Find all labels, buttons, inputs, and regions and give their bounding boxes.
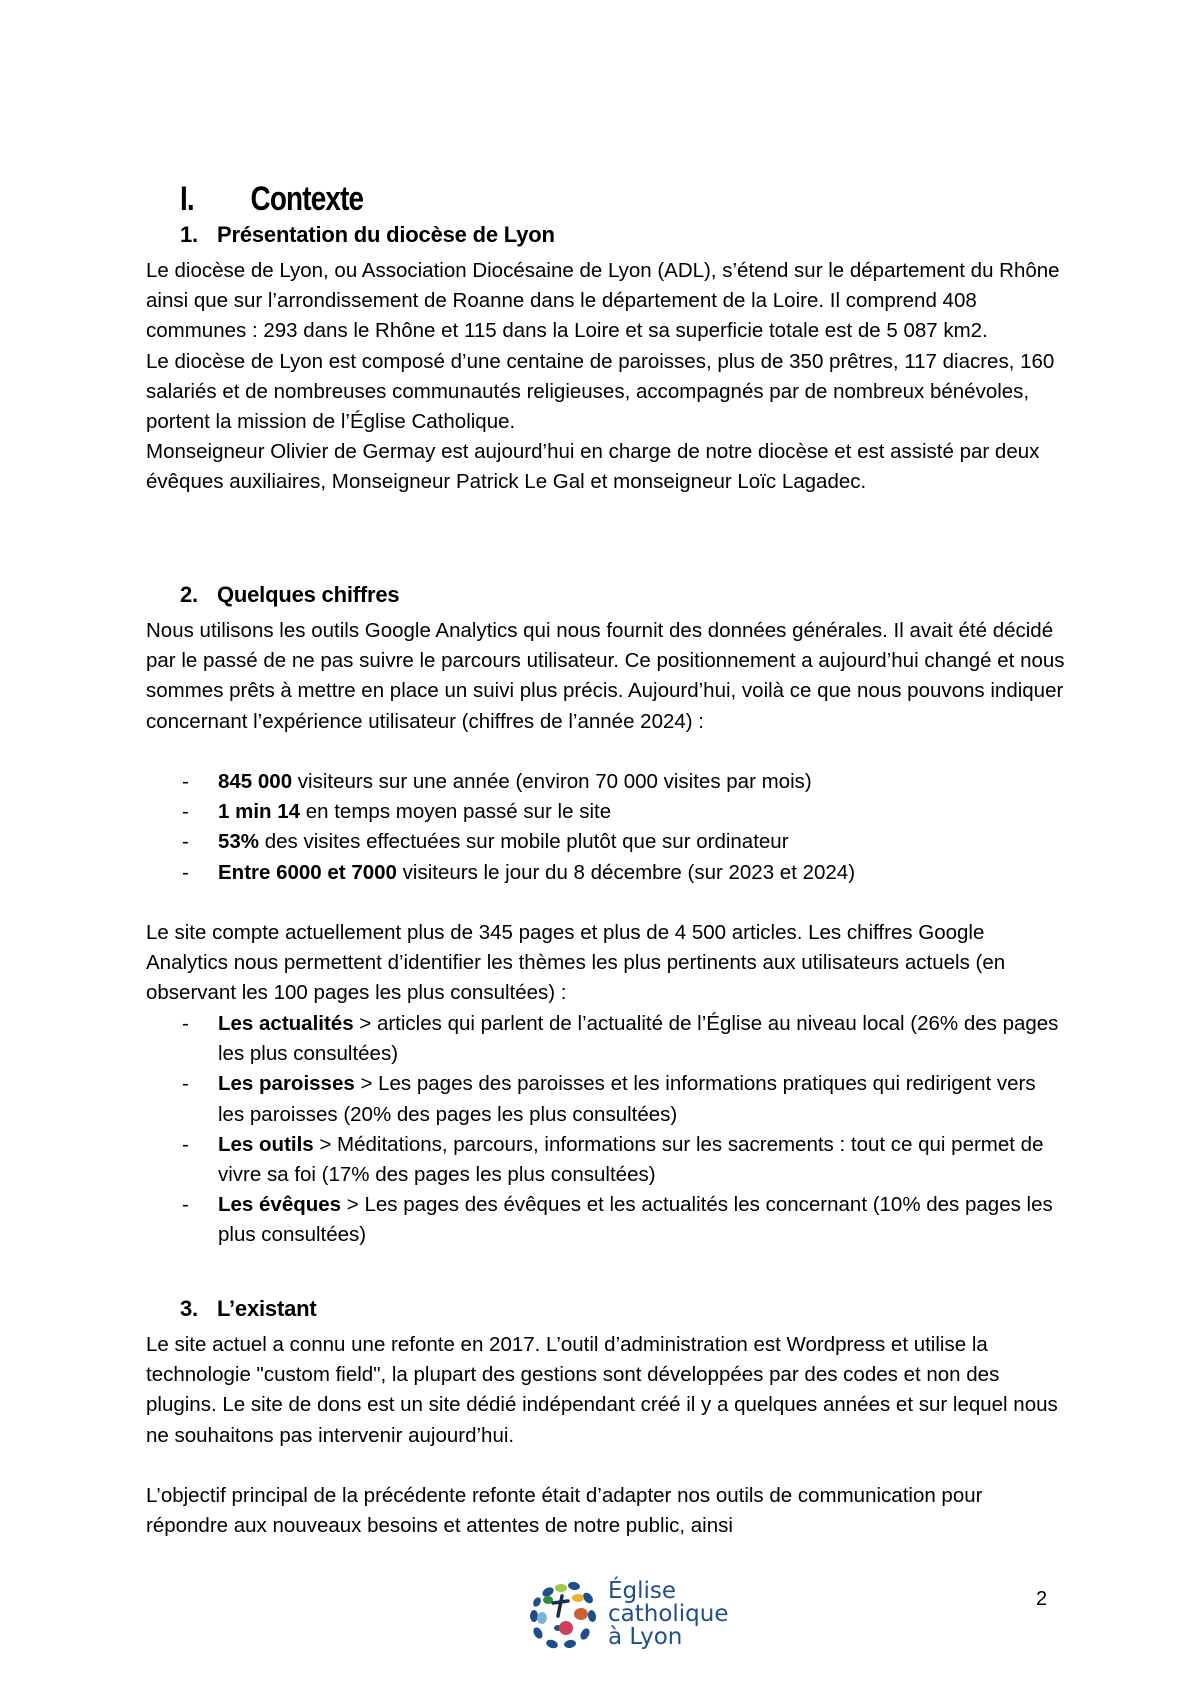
stat-text: visiteurs sur une année (environ 70 000 visites par mois): [292, 770, 812, 793]
subsection-3-body: [146, 1330, 1066, 1451]
theme-text: > articles qui parlent de l’actualité de l’Église au niveau local (26% des pages les plus consultées): [218, 1012, 1059, 1066]
stat-text: en temps moyen passé sur le site: [300, 800, 612, 824]
list-item: [146, 1190, 1066, 1250]
list-item: [146, 858, 1066, 888]
subsection-heading-3: [180, 1296, 316, 1322]
paragraph: Le diocèse de Lyon est composé d’une centaine de paroisses, plus de 350 prêtres, 117 diacres, 160 salariés et de nombreuses communautés religieuses, accompagnés par de nombreux bénévoles, portent la mission de l’Église Catholique.: [146, 349, 1055, 434]
list-item: [146, 797, 1066, 827]
stat-text: visiteurs le jour du 8 décembre (sur 2023 et 2024): [396, 860, 856, 884]
stat-text: des visites effectuées sur mobile plutôt que sur ordinateur: [259, 830, 789, 854]
theme-text: > Les pages des paroisses et les informations pratiques qui redirigent vers les paroisses (20% des pages les plus consultées): [218, 1072, 1036, 1126]
list-marker: -: [182, 830, 189, 854]
logo-line: Église: [608, 1577, 677, 1604]
stat-value: 845 000: [218, 770, 293, 793]
section-title: Contexte: [250, 180, 364, 218]
subsection-title: L’existant: [217, 1296, 317, 1321]
paragraph: L’objectif principal de la précédente refonte était d’adapter nos outils de communication pour répondre aux nouveaux besoins et attentes de notre public, ainsi: [146, 1484, 983, 1538]
subsection-title: Quelques chiffres: [217, 582, 400, 607]
theme-name: Les outils: [218, 1132, 314, 1156]
stat-value: 53%: [218, 830, 260, 854]
theme-name: Les actualités: [218, 1012, 354, 1035]
stat-value: Entre 6000 et 7000: [218, 860, 397, 884]
subsection-number: 3.: [180, 1296, 198, 1321]
subsection-number: 1.: [180, 222, 198, 247]
subsection-title: Présentation du diocèse de Lyon: [217, 222, 555, 247]
theme-name: Les évêques: [218, 1193, 342, 1217]
logo-line: catholique: [608, 1600, 729, 1627]
list-marker: -: [182, 770, 189, 793]
diocese-logo: [528, 1578, 729, 1650]
list-item: [146, 827, 1066, 857]
subsection-heading-1: [180, 222, 555, 248]
rosette-cross-icon: [528, 1578, 600, 1650]
list-item: [146, 767, 1066, 797]
subsection-2-intro-2: [146, 918, 1066, 1009]
subsection-number: 2.: [180, 582, 198, 607]
list-marker: -: [182, 1193, 189, 1217]
themes-list: [146, 1009, 1066, 1251]
subsection-1-body: [146, 256, 1066, 498]
list-marker: -: [182, 1012, 189, 1035]
list-item: [146, 1009, 1066, 1069]
theme-name: Les paroisses: [218, 1072, 355, 1096]
stats-list: [146, 767, 1066, 888]
subsection-heading-2: [180, 582, 399, 608]
list-marker: -: [182, 1132, 189, 1156]
section-number: I.: [180, 180, 194, 218]
paragraph: Monseigneur Olivier de Germay est aujourd’hui en charge de notre diocèse et est assisté par deux évêques auxiliaires, Monseigneur Patrick Le Gal et monseigneur Loïc Lagadec.: [146, 440, 1040, 494]
list-marker: -: [182, 1072, 189, 1096]
subsection-3-body-2: [146, 1481, 1066, 1541]
section-heading: [180, 180, 363, 219]
list-item: [146, 1130, 1066, 1190]
paragraph: Le site compte actuellement plus de 345 pages et plus de 4 500 articles. Les chiffres Google Analytics nous permettent d’identifier les thèmes les plus pertinents aux utilisateurs actuels (en observant les 100 pages les plus consultées) :: [146, 921, 1006, 1005]
theme-text: > Méditations, parcours, informations sur les sacrements : tout ce qui permet de vivre sa foi (17% des pages les plus consultées): [218, 1132, 1044, 1187]
logo-text: [608, 1577, 729, 1650]
stat-value: 1 min 14: [218, 800, 301, 824]
subsection-2-intro: [146, 616, 1066, 737]
page-number: 2: [1036, 1588, 1048, 1610]
paragraph: Le diocèse de Lyon, ou Association Diocésaine de Lyon (ADL), s’étend sur le département du Rhône ainsi que sur l’arrondissement de Roanne dans le département de la Loire. Il comprend 408 communes : 293 dans le Rhône et 115 dans la Loire et sa superficie totale est de 5 087 km2.: [146, 259, 1060, 343]
list-marker: -: [182, 860, 189, 884]
paragraph: Le site actuel a connu une refonte en 2017. L’outil d’administration est Wordpress et utilise la technologie "custom field", la plupart des gestions sont développées par des codes et non des plugins. Le site de dons est un site dédié indépendant créé il y a quelques années et sur lequel nous ne souhaitons pas intervenir aujourd’hui.: [146, 1333, 1058, 1447]
paragraph: Nous utilisons les outils Google Analytics qui nous fournit des données générales. Il avait été décidé par le passé de ne pas suivre le parcours utilisateur. Ce positionnement a aujourd’hui changé et nous sommes prêts à mettre en place un suivi plus précis. Aujourd’hui, voilà ce que nous pouvons indiquer concernant l’expérience utilisateur (chiffres de l’année 2024) :: [146, 619, 1065, 733]
list-marker: -: [182, 800, 189, 824]
theme-text: > Les pages des évêques et les actualités les concernant (10% des pages les plus consultées): [218, 1193, 1053, 1247]
list-item: [146, 1069, 1066, 1129]
logo-line: à Lyon: [608, 1623, 683, 1650]
